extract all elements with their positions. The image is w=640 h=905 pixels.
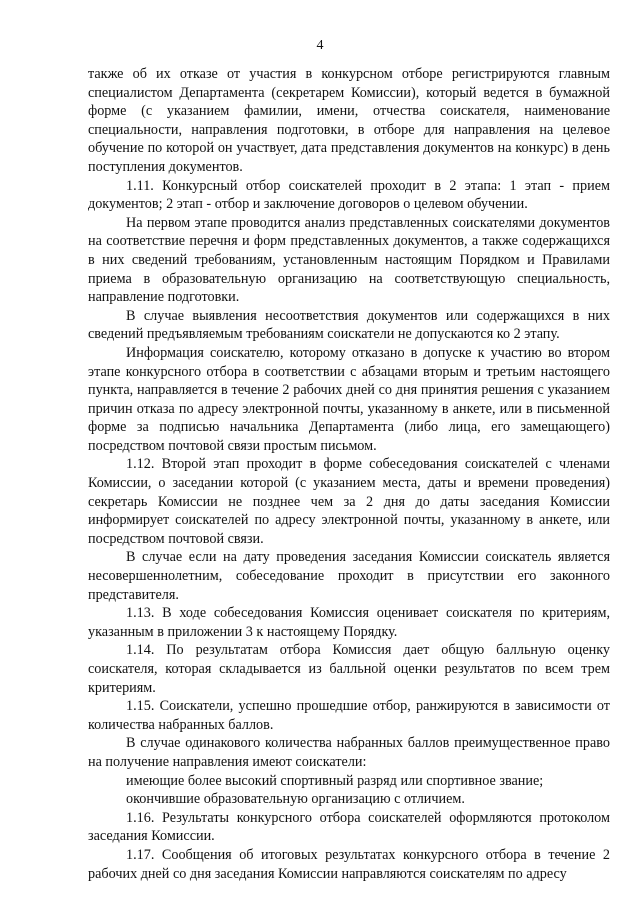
paragraph: В случае одинакового количества набранных баллов преимущественное право на получение направления имеют соискатели: <box>88 735 610 770</box>
paragraph: 1.14. По результатам отбора Комиссия дает общую балльную оценку соискателя, которая складывается из балльной оценки результатов по всем трем критериям. <box>88 642 610 696</box>
paragraph: 1.12. Второй этап проходит в форме собеседования соискателей с членами Комиссии, о заседании которой (с указанием места, даты и времени проведения) секретарь Комиссии не позднее чем за 2 дня до даты заседания Комиссии информирует соискателей по адресу электронной почты, указанному в анкете, или посредством почтовой связи. <box>88 456 610 547</box>
paragraph: Информация соискателю, которому отказано в допуске к участию во втором этапе конкурсного отбора в соответствии с абзацами вторым и третьим настоящего пункта, направляется в течение 2 рабочих дней со дня принятия решения с указанием причин отказа по адресу электронной почты, указанному в анкете, или в письменной форме за подписью начальника Департамента (либо лица, его замещающего) посредством почтовой связи простым письмом. <box>88 344 610 454</box>
paragraph: 1.11. Конкурсный отбор соискателей проходит в 2 этапа: 1 этап - прием документов; 2 этап - отбор и заключение договоров о целевом обучении. <box>88 177 610 213</box>
paragraph: 1.16. Результаты конкурсного отбора соискателей оформляются протоколом заседания Комиссии. <box>88 809 610 845</box>
paragraph: 1.17. Сообщения об итоговых результатах конкурсного отбора в течение 2 рабочих дней со дня заседания Комиссии направляются соискателям по адресу <box>88 846 610 882</box>
page-number: 4 <box>316 38 324 53</box>
paragraph: В случае если на дату проведения заседания Комиссии соискатель является несовершеннолетним, собеседование проходит в присутствии его законного представителя. <box>88 549 610 603</box>
page-body <box>88 65 610 883</box>
paragraph: 1.13. В ходе собеседования Комиссия оценивает соискателя по критериям, указанным в приложении 3 к настоящему Порядку. <box>88 605 610 640</box>
paragraph: 1.15. Соискатели, успешно прошедшие отбор, ранжируются в зависимости от количества набранных баллов. <box>88 698 610 733</box>
paragraph: В случае выявления несоответствия документов или содержащихся в них сведений предъявляемым требованиям соискатели не допускаются ко 2 этапу. <box>88 307 610 343</box>
paragraph: На первом этапе проводится анализ представленных соискателями документов на соответствие перечня и форм представленных документов, а также содержащихся в них сведений требованиям, установленным настоящим Порядком и Правилами приема в образовательную организацию на соответствующую специальность, направление подготовки. <box>88 214 610 306</box>
paragraph: также об их отказе от участия в конкурсном отборе регистрируются главным специалистом Департамента (секретарем Комиссии), который ведется в бумажной форме (с указанием фамилии, имени, отчества соискателя, наименование специальности, направления подготовки, в отборе для направления на целевое обучение по которой он участвует, дата представления документов на конкурс) в день поступления документов. <box>88 66 610 175</box>
list-item: окончившие образовательную организацию с отличием. <box>126 791 465 808</box>
list-item: имеющие более высокий спортивный разряд или спортивное звание; <box>126 772 544 789</box>
